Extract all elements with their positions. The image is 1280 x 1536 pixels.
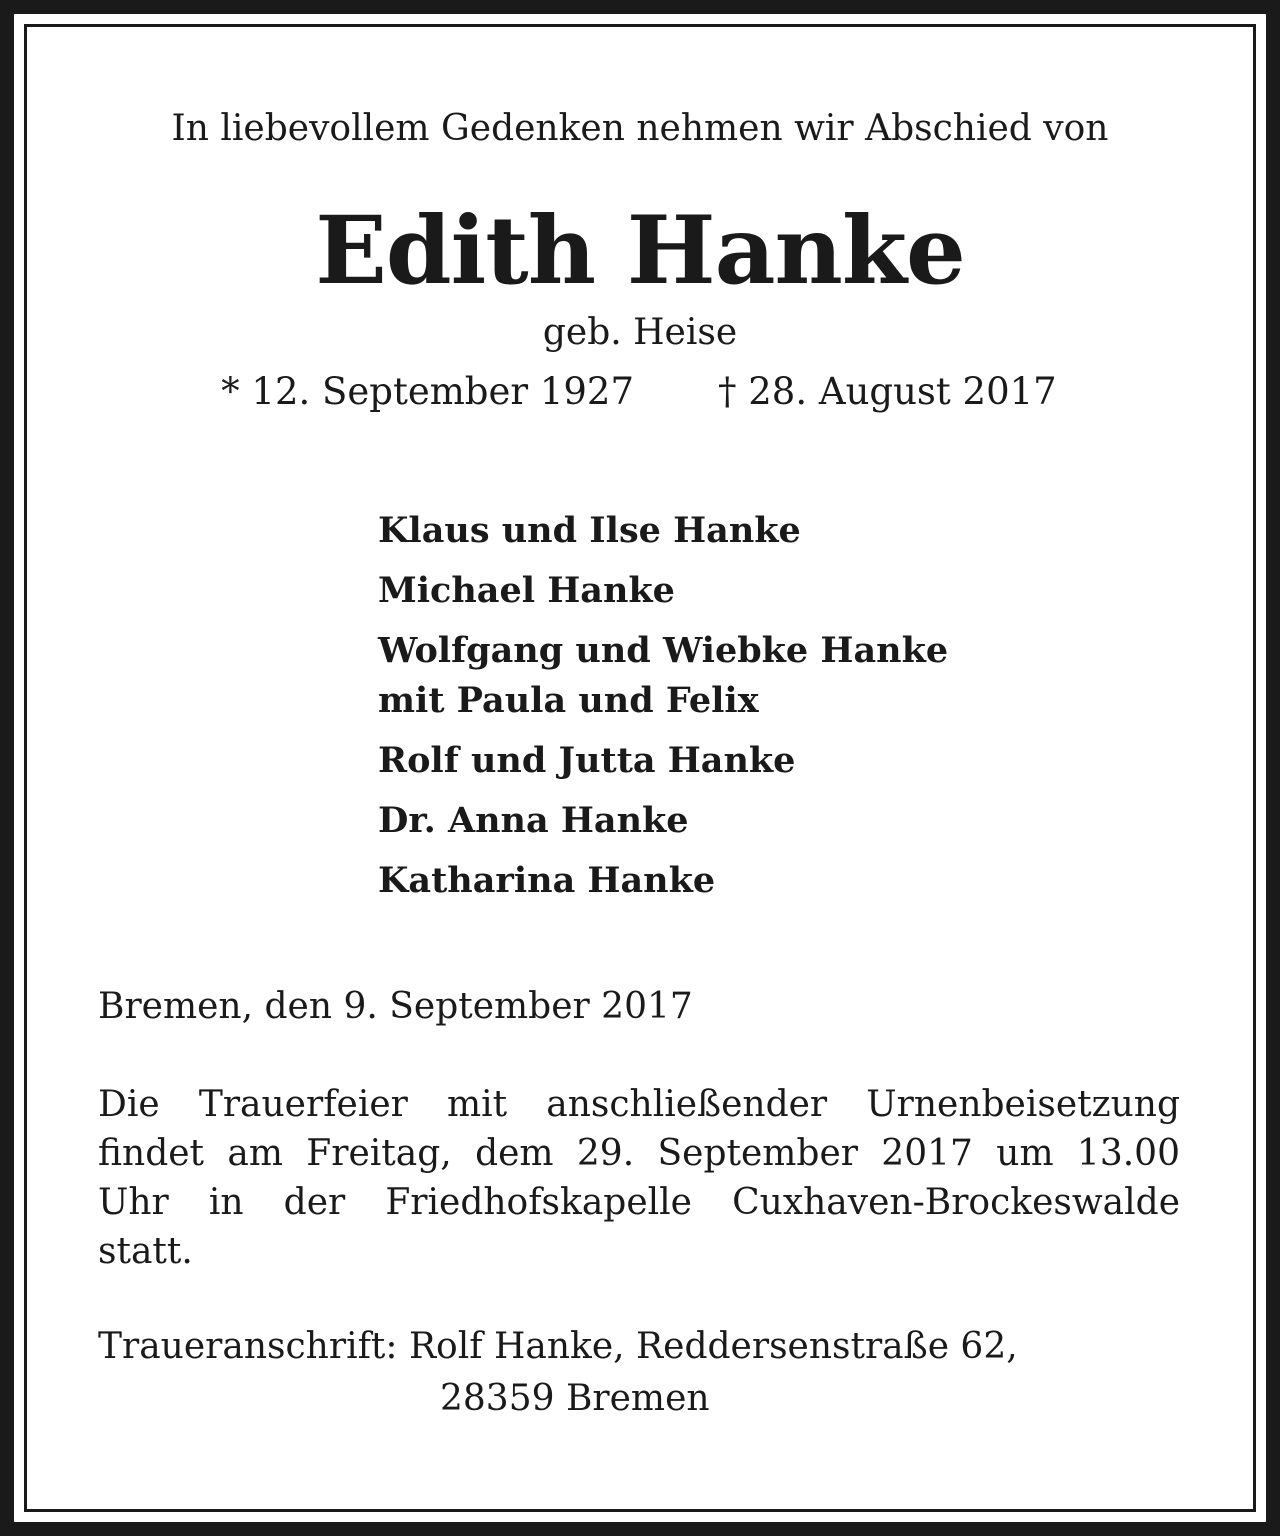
mourner: Klaus und Ilse Hanke [378,510,801,551]
maiden-name: geb. Heise [542,312,738,353]
mourner: Rolf und Jutta Hanke [378,740,796,781]
mourner: Michael Hanke [378,570,675,611]
ceremony-line: statt. [98,1231,193,1272]
ceremony-info [98,1080,1180,1276]
death-date: † 28. August 2017 [718,370,1057,413]
ceremony-line: findet am Freitag, dem 29. September 2017 um 13.00 [98,1133,1180,1174]
place-date: Bremen, den 9. September 2017 [98,986,693,1027]
ceremony-line: Uhr in der Friedhofskapelle Cuxhaven-Brockeswalde [98,1182,1180,1223]
mourner-children: mit Paula und Felix [378,680,759,721]
mourner: Dr. Anna Hanke [378,800,689,841]
birth-date: * 12. September 1927 [221,370,634,413]
mourner: Katharina Hanke [378,860,716,901]
ceremony-line: Die Trauerfeier mit anschließender Urnenbeisetzung [98,1084,1180,1125]
mourning-address-line1: Traueranschrift: Rolf Hanke, Reddersenstraße 62, [98,1326,1018,1367]
intro-text: In liebevollem Gedenken nehmen wir Abschied von [171,108,1109,149]
deceased-name: Edith Hanke [315,196,965,306]
mourner: Wolfgang und Wiebke Hanke [378,630,949,671]
mourners-list [378,506,948,916]
mourner-group [378,626,948,726]
mourning-address-line2: 28359 Bremen [440,1378,710,1419]
